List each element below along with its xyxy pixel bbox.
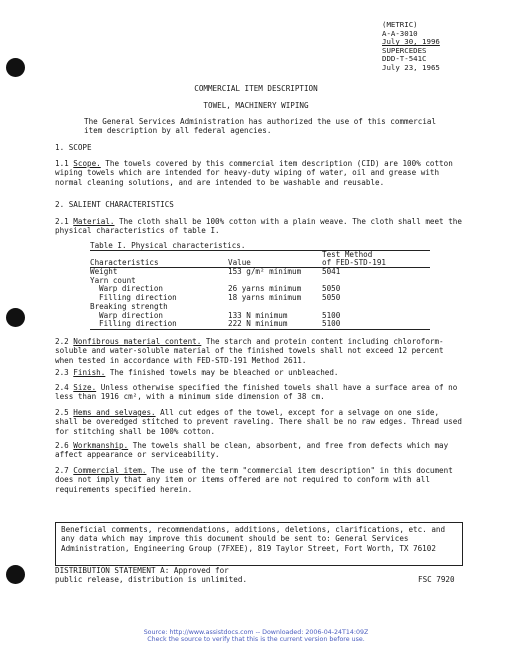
paragraph-2-3 — [55, 368, 465, 377]
punch-hole — [6, 565, 25, 584]
header-supercedes: SUPERCEDES — [382, 45, 427, 55]
paragraph-number: 2.5 — [55, 408, 69, 417]
source-line-1: Source: http://www.assistdocs.com -- Downloaded: 2006-04-24T14:09Z — [143, 629, 369, 636]
cell-characteristic: Breaking strength — [90, 301, 168, 311]
header-metric: (METRIC) — [382, 20, 418, 29]
header-test-method-standard: of FED-STD-191 — [322, 258, 387, 268]
paragraph-title: Hems and selvages. — [73, 408, 156, 417]
paragraph-number: 2.6 — [55, 441, 69, 450]
paragraph-2-1 — [55, 217, 465, 236]
header-doc-number: A-A-3010 — [382, 28, 418, 38]
cell-test-method: 5100 — [322, 310, 341, 320]
table-row — [90, 284, 462, 293]
paragraph-2-6 — [55, 441, 465, 460]
source-line-2: Check the source to verify that this is the current version before use. — [147, 636, 365, 644]
paragraph-text: The towels covered by this commercial item description (CID) are 100% cotton wiping towels which are intended for heavy-duty wiping of water, oil and grease with normal cleaning solutions, and are intended to be washable and reusable. — [55, 159, 453, 187]
punch-hole — [6, 308, 25, 327]
cell-test-method: 5041 — [322, 267, 341, 277]
cell-test-method: 5050 — [322, 293, 341, 303]
paragraph-number: 2.2 — [55, 337, 69, 346]
header-superceded-date: July 23, 1965 — [382, 62, 440, 72]
paragraph-text: The finished towels may be bleached or unbleached. — [105, 368, 339, 377]
distribution-statement — [55, 566, 355, 585]
paragraph-number: 2.1 — [55, 217, 69, 226]
header-superceded-number: DDD-T-541C — [382, 54, 427, 64]
paragraph-text: Unless otherwise specified the finished towels shall have a surface area of no less than 1916 cm², with a minimum side dimension of 38 cm. — [55, 383, 458, 402]
paragraph-title: Material. — [73, 217, 115, 226]
paragraph-2-4 — [55, 383, 465, 402]
cell-characteristic: Yarn count — [90, 275, 136, 285]
comments-box — [55, 522, 463, 566]
physical-characteristics-table — [90, 241, 462, 328]
paragraph-title: Workmanship. — [73, 441, 129, 450]
header-value: Value — [228, 258, 251, 268]
cell-value: 133 N minimum — [228, 310, 288, 320]
table-header-row-1 — [90, 250, 462, 259]
paragraph-text: The towels shall be clean, absorbent, and free from defects which may affect appearance or serviceability. — [55, 441, 449, 460]
paragraph-text: The starch and protein content including chloroform-soluble and water-soluble material of the finished towels shall not exceed 12 percent when tested in accordance with FED-STD-191 Method 2611. — [55, 337, 444, 365]
distribution-line-1: DISTRIBUTION STATEMENT A: Approved for — [55, 566, 229, 575]
paragraph-title: Size. — [73, 383, 97, 392]
paragraph-text: The cloth shall be 100% cotton with a plain weave. The cloth shall meet the physical characteristics of table I. — [55, 217, 462, 236]
paragraph-number: 2.3 — [55, 368, 69, 377]
paragraph-title: Commercial item. — [73, 466, 147, 475]
table-row — [90, 293, 462, 302]
paragraph-text: All cut edges of the towel, except for a selvage on one side, shall be overedged stitched to prevent raveling. There shall be no raw edges. Thread used for stitching shall be 100% cotton. — [55, 408, 462, 436]
table-row — [90, 276, 462, 285]
header-test-method: Test Method — [322, 249, 373, 259]
cell-test-method: 5100 — [322, 319, 341, 329]
document-title: COMMERCIAL ITEM DESCRIPTION — [194, 84, 318, 93]
table-body — [90, 267, 462, 328]
paragraph-1-1 — [55, 159, 465, 187]
paragraph-text: The use of the term "commercial item description" in this document does not imply that any item or items offered are not required to conform with all requirements specified herein. — [55, 466, 453, 494]
table-row — [90, 302, 462, 311]
cell-characteristic: Warp direction — [99, 284, 164, 294]
punch-hole — [6, 58, 25, 77]
section-2-heading: 2. SALIENT CHARACTERISTICS — [55, 200, 174, 209]
table-row — [90, 319, 462, 328]
paragraph-number: 2.7 — [55, 466, 69, 475]
intro-paragraph: The General Services Administration has authorized the use of this commercial item description by all federal agencies. — [84, 117, 437, 136]
cell-value: 18 yarns minimum — [228, 293, 302, 303]
cell-characteristic: Filling direction — [99, 293, 177, 303]
paragraph-2-7 — [55, 466, 465, 494]
cell-value: 153 g/m² minimum — [228, 267, 302, 277]
document-subtitle: TOWEL, MACHINERY WIPING — [203, 101, 309, 110]
distribution-line-2: public release, distribution is unlimited. — [55, 575, 248, 585]
paragraph-title: Finish. — [73, 368, 106, 377]
cell-characteristic: Warp direction — [99, 310, 164, 320]
source-footer — [0, 629, 512, 644]
table-caption-text: Table I. Physical characteristics. — [90, 241, 246, 250]
cell-characteristic: Filling direction — [99, 319, 177, 329]
table-header-row-2 — [90, 258, 462, 267]
fsc-code: FSC 7920 — [418, 575, 455, 584]
paragraph-2-2 — [55, 337, 465, 365]
header-date: July 30, 1996 — [382, 37, 440, 47]
header-characteristics: Characteristics — [90, 258, 159, 268]
comments-text: Beneficial comments, recommendations, additions, deletions, clarifications, etc. and any data which may improve this document should be sent to: General Services Administration, Engineering Group (7FXEE), 819 Taylor Street, Fort Worth, TX 76102 — [61, 525, 446, 553]
cell-value: 222 N minimum — [228, 319, 288, 329]
cell-value: 26 yarns minimum — [228, 284, 302, 294]
table-caption — [90, 241, 462, 250]
table-row — [90, 311, 462, 320]
table-bottom-rule — [90, 329, 430, 330]
paragraph-number: 2.4 — [55, 383, 69, 392]
section-1-heading: 1. SCOPE — [55, 143, 92, 152]
document-header-block — [382, 21, 440, 73]
paragraph-title: Nonfibrous material content. — [73, 337, 202, 346]
table-row — [90, 267, 462, 276]
cell-characteristic: Weight — [90, 267, 118, 277]
paragraph-title: Scope. — [73, 159, 101, 168]
paragraph-2-5 — [55, 408, 465, 436]
cell-test-method: 5050 — [322, 284, 341, 294]
paragraph-number: 1.1 — [55, 159, 69, 168]
